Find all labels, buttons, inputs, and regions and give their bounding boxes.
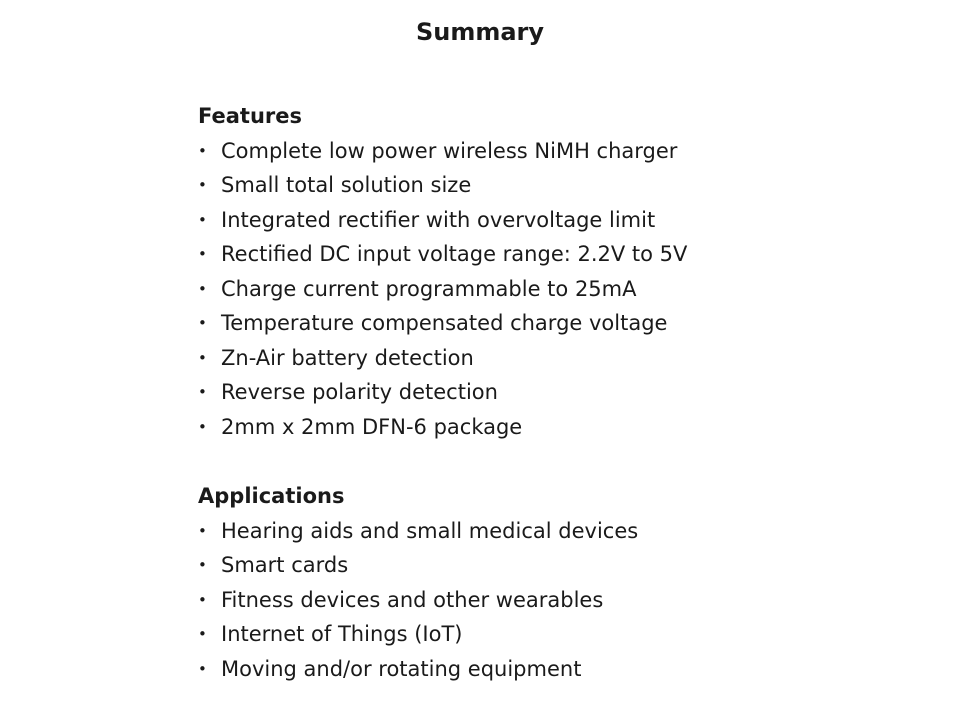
application-text: Hearing aids and small medical devices (221, 518, 639, 543)
bullet-icon: • (198, 521, 207, 540)
application-text: Fitness devices and other wearables (221, 587, 604, 612)
bullet-icon: • (198, 176, 207, 194)
application-text: Smart cards (221, 553, 349, 577)
feature-text: 2mm x 2mm DFN-6 package (221, 414, 523, 439)
feature-item (198, 203, 938, 238)
feature-text: Complete low power wireless NiMH charger (221, 138, 678, 163)
applications-list (198, 514, 938, 687)
application-item (198, 548, 938, 583)
feature-item (198, 306, 938, 341)
feature-text: Zn-Air battery detection (221, 345, 474, 370)
feature-item (198, 375, 938, 410)
feature-text: Rectified DC input voltage range: 2.2V to 5V (221, 242, 688, 266)
bullet-icon: • (198, 659, 207, 678)
feature-text: Small total solution size (221, 173, 472, 197)
bullet-icon: • (198, 348, 207, 367)
application-text: Internet of Things (IoT) (221, 622, 463, 646)
features-list (198, 134, 938, 445)
feature-item (198, 341, 938, 376)
feature-text: Temperature compensated charge voltage (221, 311, 668, 335)
feature-item (198, 272, 938, 307)
feature-item (198, 134, 938, 169)
application-item (198, 583, 938, 618)
application-text: Moving and/or rotating equipment (221, 656, 582, 681)
bullet-icon: • (198, 141, 207, 160)
application-item (198, 617, 938, 652)
feature-item (198, 168, 938, 203)
applications-heading: Applications (198, 484, 345, 508)
bullet-icon: • (198, 245, 207, 263)
section-spacer (198, 444, 938, 479)
feature-text: Reverse polarity detection (221, 380, 498, 404)
summary-content (198, 99, 938, 686)
bullet-icon: • (198, 590, 207, 609)
bullet-icon: • (198, 556, 207, 574)
bullet-icon: • (198, 417, 207, 436)
feature-text: Charge current programmable to 25mA (221, 276, 637, 301)
application-item (198, 514, 938, 549)
feature-item (198, 410, 938, 445)
bullet-icon: • (198, 279, 207, 298)
bullet-icon: • (198, 210, 207, 229)
feature-text: Integrated rectifier with overvoltage limit (221, 207, 656, 232)
bullet-icon: • (198, 314, 207, 332)
features-heading: Features (198, 104, 302, 128)
feature-item (198, 237, 938, 272)
slide-title: Summary (415, 18, 545, 46)
application-item (198, 652, 938, 687)
bullet-icon: • (198, 625, 207, 643)
bullet-icon: • (198, 383, 207, 401)
